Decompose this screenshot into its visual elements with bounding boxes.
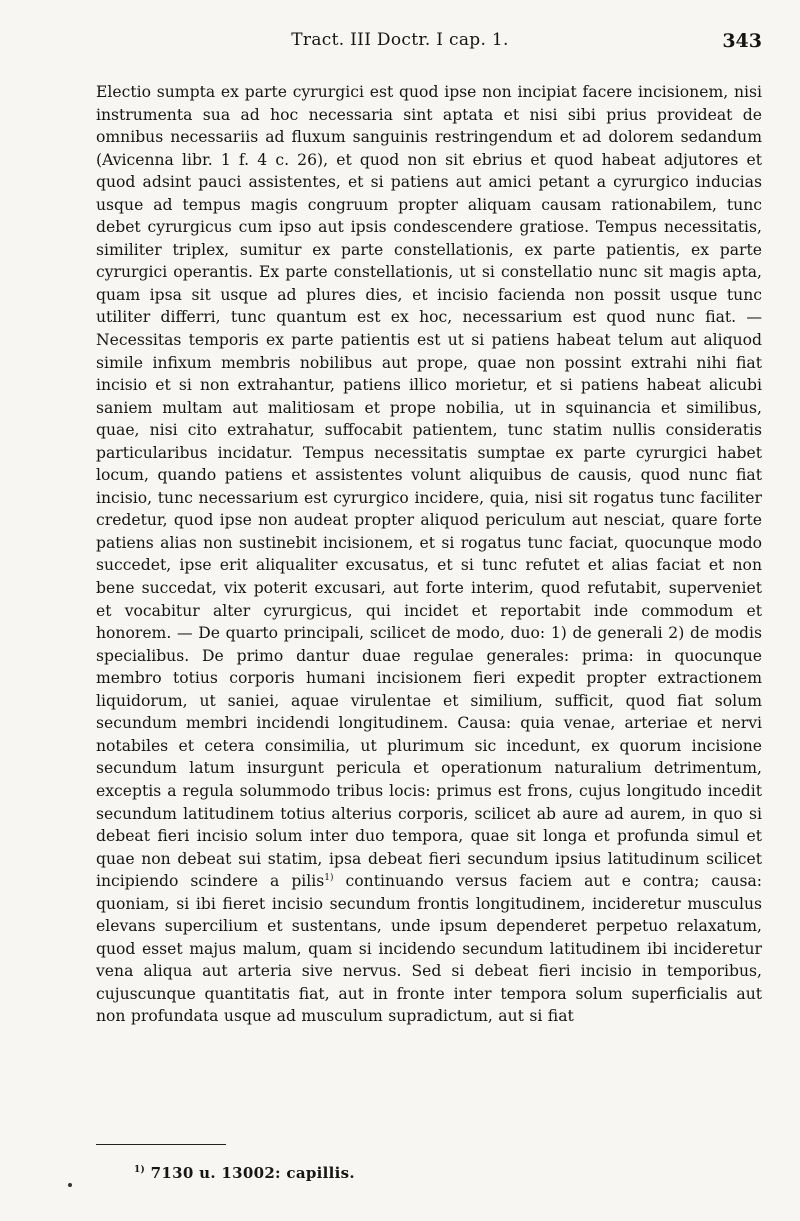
body-text-part-1: Electio sumpta ex parte cyrurgici est quod ipse non incipiat facere incisionem, nisi instrumenta sua ad hoc necessaria sint aptata et nisi sibi prius provideat de omnibus necessariis ad fluxum sanguinis restringendum et ad dolorem sedandum (Avicenna libr. 1 f. 4 c. 26), et quod non sit ebrius et quod habeat adjutores et quod adsint pauci assistentes, et si patiens aut amici petant a cyrurgico inducias usque ad tempus magis congruum propter aliquam causam rationabilem, tunc debet cyrurgicus cum ipso aut ipsis condescendere gratiose. Tempus necessitatis, similiter triplex, sumitur ex parte constellationis, ex parte patientis, ex parte cyrurgici operantis. Ex parte constellationis, ut si constellatio nunc sit magis apta, quam ipsa sit usque ad plures dies, et incisio facienda non possit usque tunc utiliter differri, tunc quantum est ex hoc, necessarium est quod nunc fiat. — Necessitas temporis ex parte patientis est ut si patiens habeat telum aut aliquod simile infixum membris nobilibus aut prope, quae non possint extrahi nihi fiat incisio et si non extrahantur, patiens illico morietur, et si patiens habeat alicubi saniem multam aut malitiosam et prope nobilia, ut in squinancia et similibus, quae, nisi cito extrahatur, suffocabit patientem, tunc statim nullis consideratis particularibus incidatur. Tempus necessitatis sumptae ex parte cyrurgici habet locum, quando patiens et assistentes volunt aliquibus de causis, quod nunc fiat incisio, tunc necessarium est cyrurgico incidere, quia, nisi sit rogatus tunc faciliter credetur, quod ipse non audeat propter aliquod periculum aut nesciat, quare forte patiens alias non sustinebit incisionem, et si rogatus tunc faciat, quocunque modo succedet, ipse erit aliqualiter excusatus, et si tunc refutet et alias faciat et non bene succedat, vix poterit excusari, aut forte interim, quod refutabit, superveniet et vocabitur alter cyrurgicus, qui incidet et reportabit inde commodum et honorem. — De quarto principali, scilicet de modo, duo: 1) de generali 2) de modis specialibus. De primo dantur duae regulae generales: prima: in quocunque membro totius corporis humani incisionem fieri expedit propter extractionem liquidorum, ut saniei, aquae virulentae et similium, sufficit, quod fiat solum secundum membri incidendi longitudinem. Causa: quia venae, arteriae et nervi notabiles et cetera consimilia, ut plurimum sic incedunt, ex quorum incisione secundum latum insurgunt pericula et operationum naturalium detrimentum, exceptis a regula solummodo tribus locis: primus est frons, cujus longitudo incedit secundum latitudinem totius alterius corporis, scilicet ab aure ad aurem, in quo si debeat fieri incisio solum inter duo tempora, quae sit longa et profunda simul et quae non debeat sui statim, ipsa debeat fieri secundum ipsius latitudinum scilicet incipiendo scindere a pilis <box>96 83 762 891</box>
page-header <box>0 30 800 58</box>
page-number: 343 <box>722 30 762 52</box>
body-text-part-2: continuando versus faciem aut e contra; causa: quoniam, si ibi fieret incisio secundum frontis longitudinem, incideretur musculus elevans supercilium et sustentans, unde ipsum dependeret perpetuo relaxatum, quod esset majus malum, quam si incidendo secundum latitudinem ibi incideretur vena aliqua aut arteria sive nervus. Sed si debeat fieri incisio in temporibus, cujuscunque quantitatis fiat, aut in fronte inter tempora solum superficialis aut non profundata usque ad musculum supradictum, aut si fiat <box>96 872 763 1026</box>
footnote-divider <box>96 1144 226 1145</box>
footnote-reference: 1) <box>324 872 334 883</box>
margin-dot <box>68 1183 72 1187</box>
main-text-block <box>96 81 762 1028</box>
footnote-marker: 1) <box>134 1165 146 1175</box>
footnote-text: 7130 u. 13002: capillis. <box>145 1164 355 1182</box>
body-paragraph <box>96 81 762 1028</box>
running-head: Tract. III Doctr. I cap. 1. <box>291 30 509 50</box>
footnote <box>134 1164 355 1182</box>
